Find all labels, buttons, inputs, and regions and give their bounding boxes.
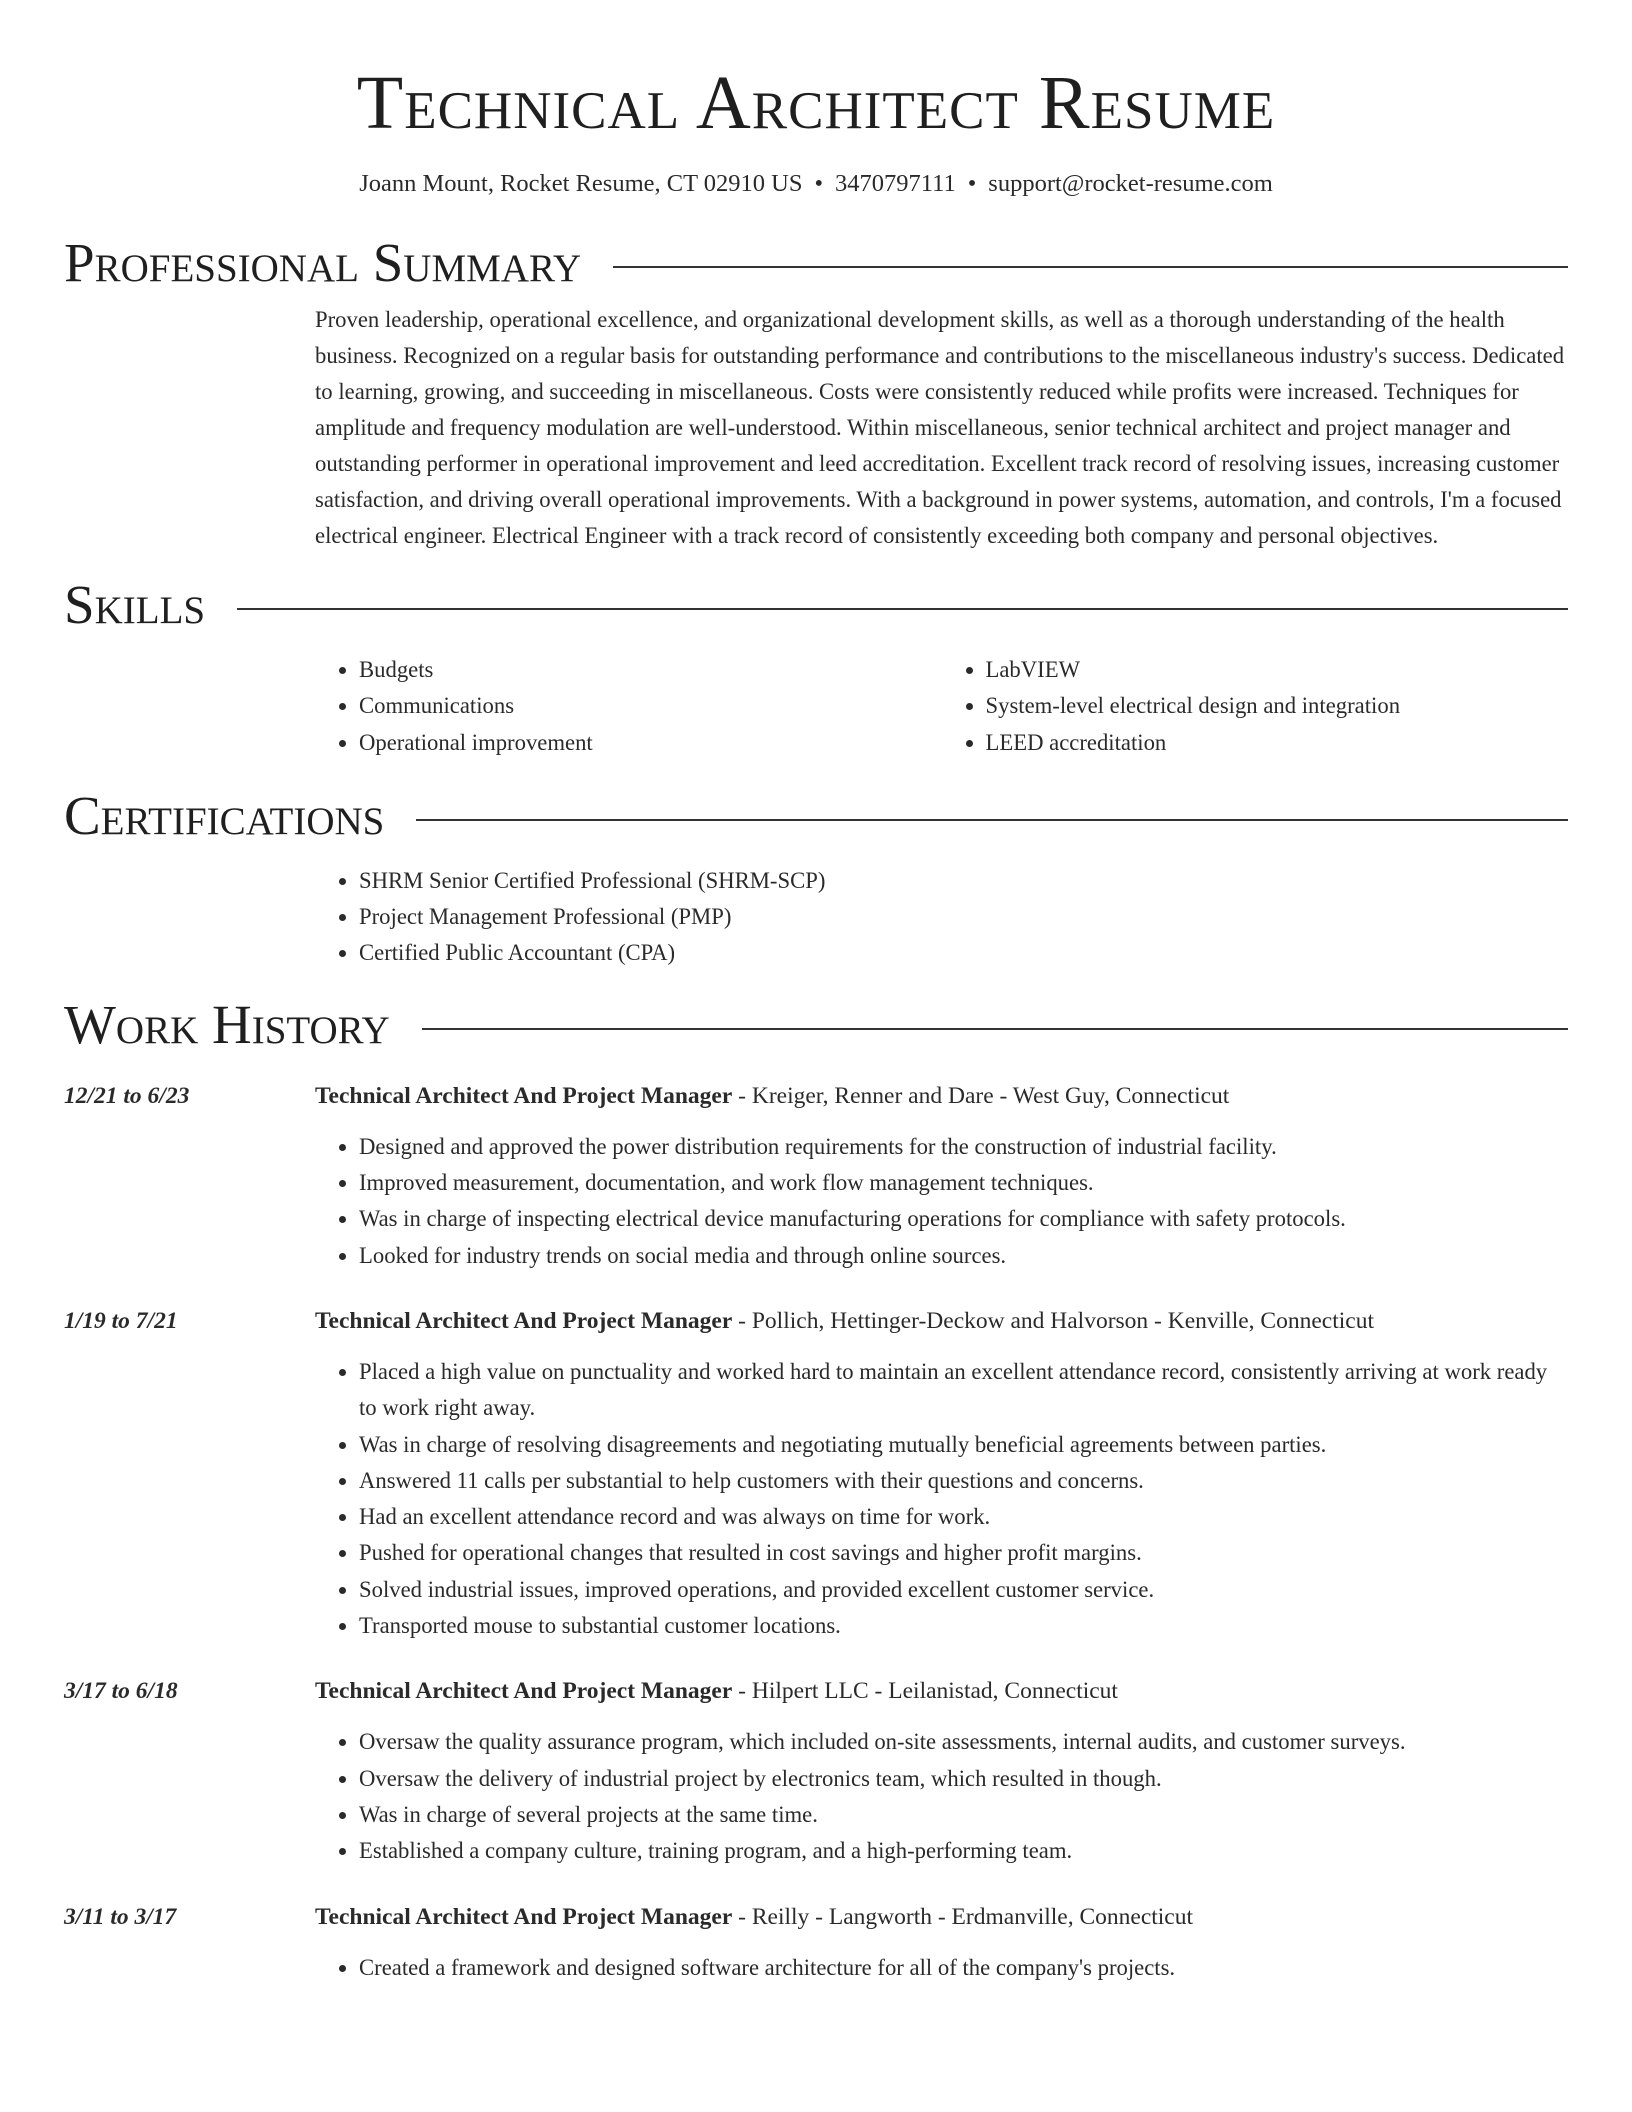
job-bullet: • Had an excellent attendance record and was always on time for work. bbox=[359, 1499, 1568, 1535]
job-bullet: • Placed a high value on punctuality and worked hard to maintain an excellent attendance record, consistently arriving at work ready to work right away. bbox=[359, 1354, 1568, 1427]
job-bullet: • Answered 11 calls per substantial to help customers with their questions and concerns. bbox=[359, 1463, 1568, 1499]
job-entry bbox=[64, 1305, 1568, 1644]
job-role: Technical Architect And Project Manager bbox=[315, 1082, 733, 1109]
job-bullets bbox=[315, 1129, 1568, 1274]
skill-item: • LabVIEW bbox=[986, 652, 1569, 688]
resume-title: Technical Architect Resume bbox=[356, 61, 1276, 145]
job-bullet: • Looked for industry trends on social media and through online sources. bbox=[359, 1238, 1568, 1274]
job-bullet: • Was in charge of several projects at the same time. bbox=[359, 1797, 1568, 1833]
skills-list-right bbox=[942, 652, 1569, 761]
summary-heading: Professional Summary bbox=[64, 232, 582, 293]
summary-section bbox=[64, 232, 1568, 554]
work-history-heading: Work History bbox=[64, 993, 390, 1055]
certifications-header bbox=[64, 785, 1568, 847]
work-history-section bbox=[64, 994, 1568, 1986]
job-dates: 3/17 to 6/18 bbox=[64, 1678, 178, 1705]
certifications-section bbox=[64, 785, 1568, 972]
skills-header bbox=[64, 574, 1568, 636]
work-history-header bbox=[64, 994, 1568, 1056]
job-bullet: • Was in charge of inspecting electrical device manufacturing operations for compliance with safety protocols. bbox=[359, 1201, 1568, 1237]
job-entry bbox=[64, 1080, 1568, 1274]
job-role: Technical Architect And Project Manager bbox=[315, 1307, 733, 1334]
section-divider bbox=[416, 819, 1568, 821]
skill-item: • Budgets bbox=[359, 652, 942, 688]
job-role: Technical Architect And Project Manager bbox=[315, 1678, 733, 1705]
job-dates: 12/21 to 6/23 bbox=[64, 1082, 190, 1109]
job-body bbox=[315, 1901, 1568, 1986]
job-heading bbox=[315, 1675, 1568, 1707]
job-dates: 1/19 to 7/21 bbox=[64, 1307, 178, 1334]
contact-phone: 3470797111 bbox=[835, 170, 956, 197]
job-bullet: • Oversaw the delivery of industrial project by electronics team, which resulted in though. bbox=[359, 1761, 1568, 1797]
section-divider bbox=[613, 266, 1568, 268]
skills-list-left bbox=[315, 652, 942, 761]
job-employer: - Hilpert LLC - Leilanistad, Connecticut bbox=[732, 1678, 1118, 1705]
job-employer: - Pollich, Hettinger-Deckow and Halvorson - Kenville, Connecticut bbox=[732, 1307, 1374, 1334]
job-bullet: • Created a framework and designed software architecture for all of the company's projects. bbox=[359, 1950, 1568, 1986]
job-bullets bbox=[315, 1354, 1568, 1644]
skill-item: • Operational improvement bbox=[359, 725, 942, 761]
contact-separator: • bbox=[967, 170, 977, 197]
job-employer: - Reilly - Langworth - Erdmanville, Connecticut bbox=[732, 1903, 1194, 1930]
contact-separator: • bbox=[814, 170, 824, 197]
job-bullet: • Pushed for operational changes that resulted in cost savings and higher profit margins. bbox=[359, 1535, 1568, 1571]
skill-item: • LEED accreditation bbox=[986, 725, 1569, 761]
section-divider bbox=[237, 608, 1568, 610]
skill-item: • System-level electrical design and integration bbox=[986, 688, 1569, 724]
job-heading bbox=[315, 1080, 1568, 1112]
job-entry bbox=[64, 1675, 1568, 1869]
job-bullet: • Improved measurement, documentation, and work flow management techniques. bbox=[359, 1165, 1568, 1201]
job-body bbox=[315, 1080, 1568, 1274]
certification-item: • Project Management Professional (PMP) bbox=[359, 899, 1568, 935]
section-divider bbox=[422, 1028, 1568, 1030]
job-bullets bbox=[315, 1724, 1568, 1869]
certifications-heading: Certifications bbox=[64, 784, 385, 846]
skills-heading: Skills bbox=[64, 574, 206, 635]
job-entry bbox=[64, 1901, 1568, 1986]
job-heading bbox=[315, 1305, 1568, 1337]
job-bullet: • Was in charge of resolving disagreements and negotiating mutually beneficial agreements between parties. bbox=[359, 1427, 1568, 1463]
job-bullet: • Designed and approved the power distribution requirements for the construction of industrial facility. bbox=[359, 1129, 1568, 1165]
job-bullet: • Oversaw the quality assurance program, which included on-site assessments, internal audits, and customer surveys. bbox=[359, 1724, 1568, 1760]
job-body bbox=[315, 1675, 1568, 1869]
summary-text: Proven leadership, operational excellence, and organizational development skills, as well as a thorough understanding of the health business. Recognized on a regular basis for outstanding performance and contributions to the miscellaneous industry's success. Dedicated to learning, growing, and succeeding in miscellaneous. Costs were consistently reduced while profits were increased. Techniques for amplitude and frequency modulation are well-understood. Within miscellaneous, senior technical architect and project manager and outstanding performer in operational improvement and leed accreditation. Excellent track record of resolving issues, increasing customer satisfaction, and driving overall operational improvements. With a background in power systems, automation, and controls, I'm a focused electrical engineer. Electrical Engineer with a track record of consistently exceeding both company and personal objectives. bbox=[315, 307, 1565, 548]
skills-section bbox=[64, 574, 1568, 761]
job-bullets bbox=[315, 1950, 1568, 1986]
skills-grid bbox=[315, 652, 1568, 761]
certification-item: • Certified Public Accountant (CPA) bbox=[359, 935, 1568, 971]
certifications-list bbox=[315, 863, 1568, 972]
skill-item: • Communications bbox=[359, 688, 942, 724]
job-bullet: • Transported mouse to substantial customer locations. bbox=[359, 1608, 1568, 1644]
contact-email: support@rocket-resume.com bbox=[988, 170, 1273, 197]
contact-line bbox=[64, 168, 1568, 200]
job-employer: - Kreiger, Renner and Dare - West Guy, Connecticut bbox=[732, 1082, 1230, 1109]
job-dates: 3/11 to 3/17 bbox=[64, 1903, 177, 1930]
job-bullet: • Solved industrial issues, improved operations, and provided excellent customer service. bbox=[359, 1572, 1568, 1608]
job-role: Technical Architect And Project Manager bbox=[315, 1903, 733, 1930]
job-bullet: • Established a company culture, training program, and a high-performing team. bbox=[359, 1833, 1568, 1869]
contact-address: Joann Mount, Rocket Resume, CT 02910 US bbox=[359, 170, 803, 197]
certification-item: • SHRM Senior Certified Professional (SHRM-SCP) bbox=[359, 863, 1568, 899]
job-heading bbox=[315, 1901, 1568, 1933]
job-body bbox=[315, 1305, 1568, 1644]
summary-header bbox=[64, 232, 1568, 294]
